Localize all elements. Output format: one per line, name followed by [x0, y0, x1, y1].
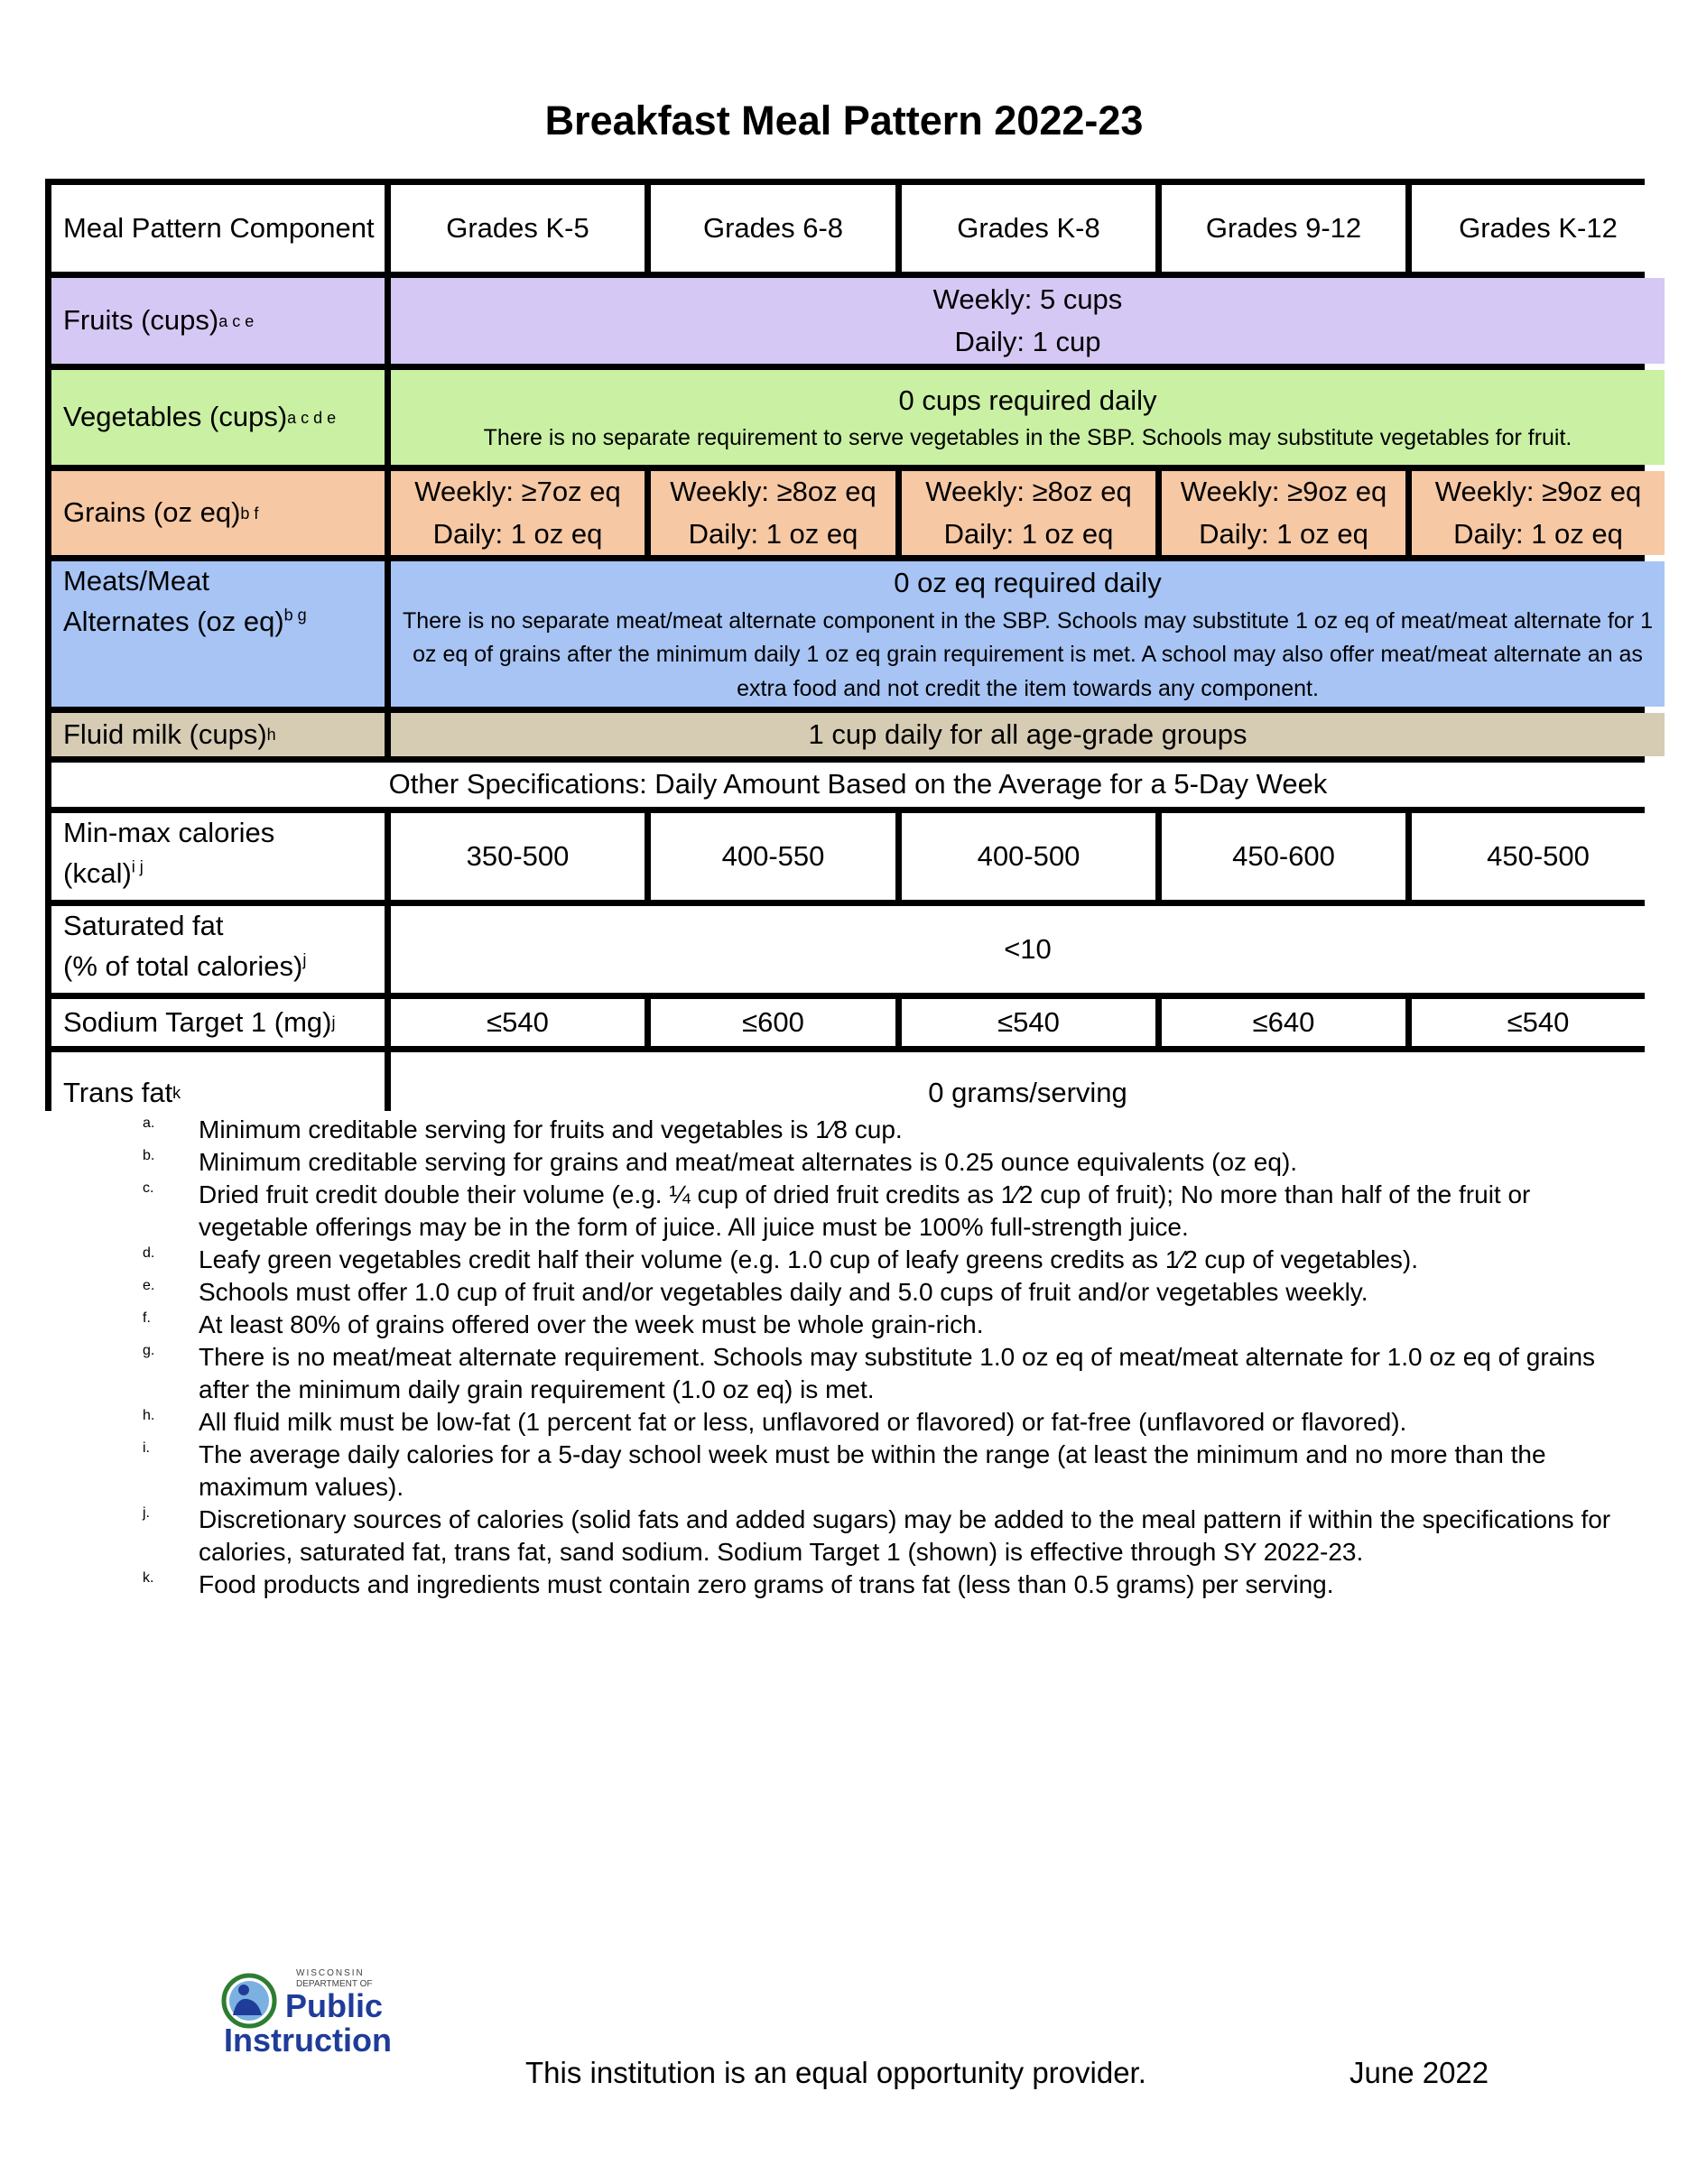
footnote: c. Dried fruit credit double their volume (e.g. ¼ cup of dried fruit credits as 1⁄2 cup of fruit); No more than half of the fruit or vegetable offerings may be in the form of juice. All juice must be 100% full-strength juice. — [143, 1180, 1531, 1241]
footnote: k. Food products and ingredients must contain zero grams of trans fat (less than 0.5 grams) per serving. — [143, 1570, 1334, 1598]
saturated-fat-value: <10 — [391, 906, 1665, 993]
footnote: h. All fluid milk must be low-fat (1 percent fat or less, unflavored or flavored) or fat-free (unflavored or flavored). — [143, 1408, 1407, 1436]
meats-footnote-refs: b g — [283, 606, 307, 625]
milk-value: 1 cup daily for all age-grade groups — [391, 713, 1665, 756]
footnote: i. The average daily calories for a 5-day school week must be within the range (at least the minimum and no more than the maximum values). — [143, 1440, 1546, 1501]
milk-label: Fluid milk (cups) h — [51, 713, 385, 756]
sodium-value: ≤540 — [902, 999, 1155, 1046]
meats-value: 0 oz eq required daily There is no separate meat/meat alternate component in the SBP. Schools may substitute 1 oz eq of meat/meat alternate for 1 oz eq of grains after the minimum daily 1 oz eq grain requirement is met. A school may also offer meat/meat alternate an as extra food and not credit the item towards any component. — [391, 561, 1665, 707]
calories-footnote-refs: i j — [131, 857, 144, 876]
publication-date: June 2022 — [1349, 2056, 1489, 2089]
header-grade: Grades K-5 — [391, 185, 645, 272]
sodium-value: ≤640 — [1162, 999, 1405, 1046]
footnote: j. Discretionary sources of calories (solid fats and added sugars) may be added to the meal pattern if within the specifications for calories, saturated fat, trans fat, sand sodium. Sodium Target 1 (shown) is effective through SY 2022-23. — [143, 1505, 1611, 1566]
saturated-fat-label: Saturated fat (% of total calories)$^j$ — [51, 906, 385, 993]
sodium-value: ≤600 — [651, 999, 895, 1046]
grains-label: Grains (oz eq) b f — [51, 471, 385, 555]
logo-line1: WISCONSIN — [296, 1968, 365, 1978]
header-grade: Grades K-12 — [1412, 185, 1665, 272]
footnote: b. Minimum creditable serving for grains and meat/meat alternates is 0.25 ounce equivalents (oz eq). — [143, 1148, 1298, 1176]
meal-pattern-table — [45, 179, 1654, 1111]
footnote: f. At least 80% of grains offered over the week must be whole grain-rich. — [143, 1310, 984, 1338]
calories-value: 400-550 — [651, 813, 895, 900]
sodium-value: ≤540 — [391, 999, 645, 1046]
calories-value: 450-500 — [1412, 813, 1665, 900]
meats-label: Meats/Meat Alternates (oz eq)$^{b g}$ — [51, 561, 385, 707]
other-specifications-heading: Other Specifications: Daily Amount Based on the Average for a 5-Day Week — [51, 763, 1665, 807]
footnotes — [143, 1114, 1623, 1601]
grains-value: Weekly: ≥8oz eq Daily: 1 oz eq — [902, 471, 1155, 555]
logo-line4: Instruction — [224, 2022, 392, 2059]
sodium-value: ≤540 — [1412, 999, 1665, 1046]
footnote: d. Leafy green vegetables credit half their volume (e.g. 1.0 cup of leafy greens credits as 1⁄2 cup of vegetables). — [143, 1245, 1419, 1273]
grains-value: Weekly: ≥9oz eq Daily: 1 oz eq — [1162, 471, 1405, 555]
vegetables-label: Vegetables (cups) a c d e — [51, 370, 385, 465]
logo-figure-head — [238, 1985, 249, 1995]
grains-value: Weekly: ≥9oz eq Daily: 1 oz eq — [1412, 471, 1665, 555]
header-grade: Grades 6-8 — [651, 185, 895, 272]
trans-fat-label: Trans fat k — [51, 1052, 385, 1134]
calories-value: 400-500 — [902, 813, 1155, 900]
calories-value: 350-500 — [391, 813, 645, 900]
fruits-value: Weekly: 5 cups Daily: 1 cup — [391, 278, 1665, 364]
footnote: g. There is no meat/meat alternate requirement. Schools may substitute 1.0 oz eq of meat/meat alternate for 1.0 oz eq of grains after the minimum daily grain requirement (1.0 oz eq) is met. — [143, 1343, 1596, 1403]
trans-fat-value: 0 grams/serving — [391, 1052, 1665, 1134]
vegetables-value: 0 cups required daily There is no separate requirement to serve vegetables in the SBP. Schools may substitute vegetables for fruit. — [391, 370, 1665, 465]
page-title: Breakfast Meal Pattern 2022-23 — [544, 97, 1144, 143]
calories-value: 450-600 — [1162, 813, 1405, 900]
calories-label: Min-max calories (kcal)$^{i j}$ — [51, 813, 385, 900]
grains-value: Weekly: ≥7oz eq Daily: 1 oz eq — [391, 471, 645, 555]
saturated-fat-footnote-refs: j — [302, 950, 307, 969]
dpi-logo — [220, 1963, 419, 2062]
footnote: a. Minimum creditable serving for fruits and vegetables is 1⁄8 cup. — [143, 1115, 903, 1143]
header-grade: Grades 9-12 — [1162, 185, 1405, 272]
sodium-label: Sodium Target 1 (mg) j — [51, 999, 385, 1046]
fruits-label: Fruits (cups) a c e — [51, 278, 385, 364]
grains-value: Weekly: ≥8oz eq Daily: 1 oz eq — [651, 471, 895, 555]
footnote: e. Schools must offer 1.0 cup of fruit and/or vegetables daily and 5.0 cups of fruit and/or vegetables weekly. — [143, 1278, 1368, 1306]
dpi-logo-graphic — [220, 1963, 419, 2062]
header-grade: Grades K-8 — [902, 185, 1155, 272]
header-component: Meal Pattern Component — [51, 185, 385, 272]
logo-line3: Public — [285, 1987, 384, 2024]
equal-opportunity-statement: This institution is an equal opportunity provider. — [525, 2056, 1146, 2089]
logo-line2: DEPARTMENT OF — [296, 1979, 373, 1989]
